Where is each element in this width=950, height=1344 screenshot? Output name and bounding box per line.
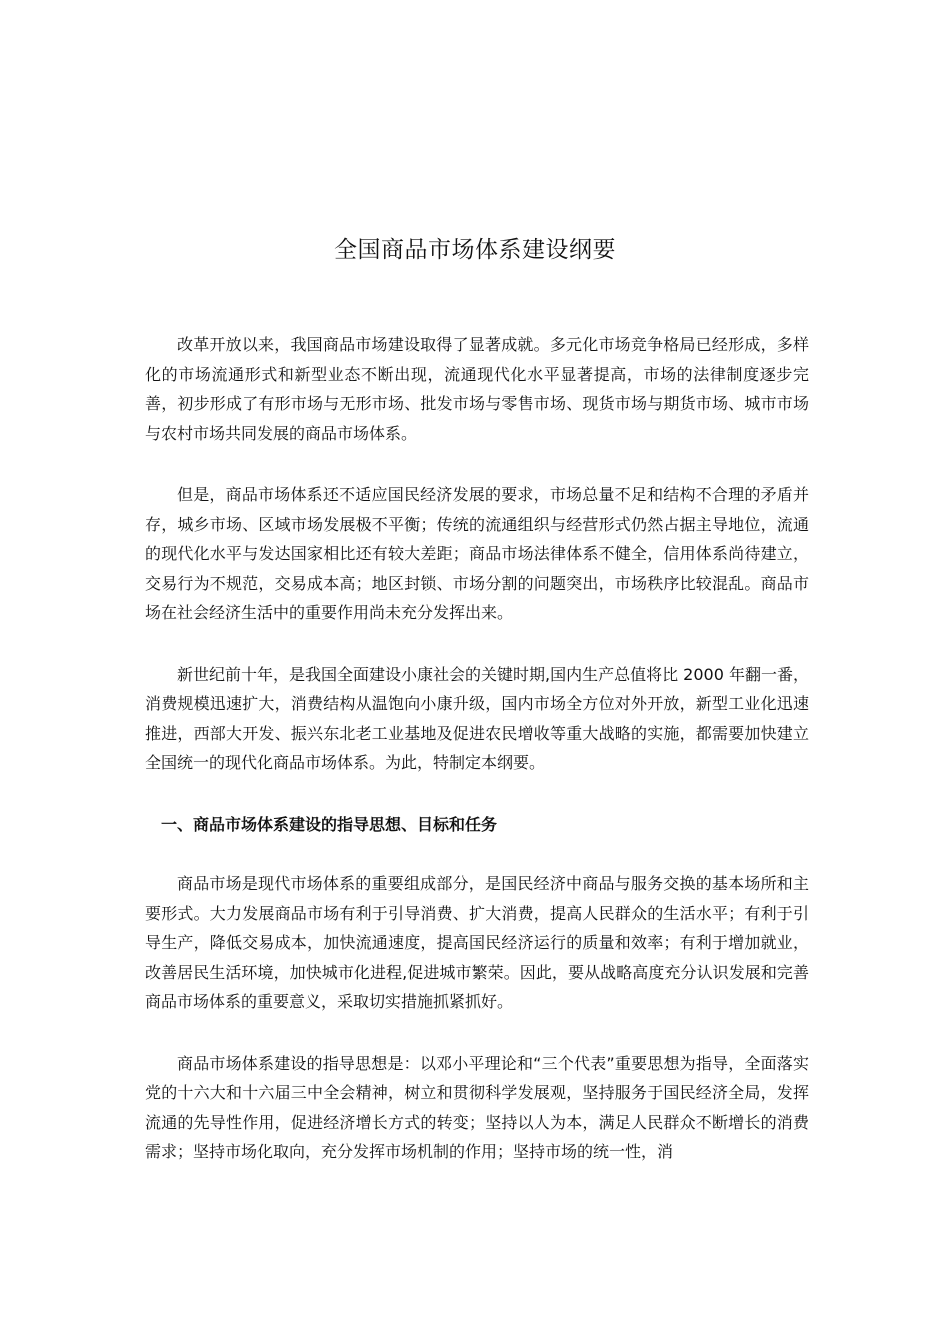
- paragraph-intro-problems: 但是，商品市场体系还不适应国民经济发展的要求，市场总量不足和结构不合理的矛盾并存，城乡市场、区域市场发展极不平衡；传统的流通组织与经营形式仍然占据主导地位，流通的现代化水平与发达国家相比还有较大差距；商品市场法律体系不健全，信用体系尚待建立，交易行为不规范，交易成本高；地区封锁、市场分割的问题突出，市场秩序比较混乱。商品市场在社会经济生活中的重要作用尚未充分发挥出来。: [145, 485, 809, 622]
- paragraph-market-importance: 商品市场是现代市场体系的重要组成部分，是国民经济中商品与服务交换的基本场所和主要形式。大力发展商品市场有利于引导消费、扩大消费，提高人民群众的生活水平；有利于引导生产，降低交易成本，加快流通速度，提高国民经济运行的质量和效率；有利于增加就业，改善居民生活环境，加快城市化进程,促进城市繁荣。因此，要从战略高度充分认识发展和完善商品市场体系的重要意义，采取切实措施抓紧抓好。: [145, 874, 809, 1011]
- paragraph-intro-purpose: 新世纪前十年，是我国全面建设小康社会的关键时期,国内生产总值将比 2000 年翻一番，消费规模迅速扩大，消费结构从温饱向小康升级，国内市场全方位对外开放，新型工业化迅速推进，西部大开发、振兴东北老工业基地及促进农民增收等重大战略的实施，都需要加快建立全国统一的现代化商品市场体系。为此，特制定本纲要。: [145, 664, 809, 772]
- document-title: 全国商品市场体系建设纲要: [334, 237, 616, 263]
- document-body: [145, 330, 809, 1199]
- section-heading: 一、商品市场体系建设的指导思想、目标和任务: [161, 814, 498, 834]
- paragraph-guiding-ideology: 商品市场体系建设的指导思想是：以邓小平理论和“三个代表”重要思想为指导，全面落实党的十六大和十六届三中全会精神，树立和贯彻科学发展观，坚持服务于国民经济全局，发挥流通的先导性作用，促进经济增长方式的转变；坚持以人为本，满足人民群众不断增长的消费需求；坚持市场化取向，充分发挥市场机制的作用；坚持市场的统一性，消: [145, 1053, 809, 1161]
- paragraph-intro-achievements: 改革开放以来，我国商品市场建设取得了显著成就。多元化市场竞争格局已经形成，多样化的市场流通形式和新型业态不断出现，流通现代化水平显著提高，市场的法律制度逐步完善，初步形成了有形市场与无形市场、批发市场与零售市场、现货市场与期货市场、城市市场与农村市场共同发展的商品市场体系。: [145, 335, 809, 443]
